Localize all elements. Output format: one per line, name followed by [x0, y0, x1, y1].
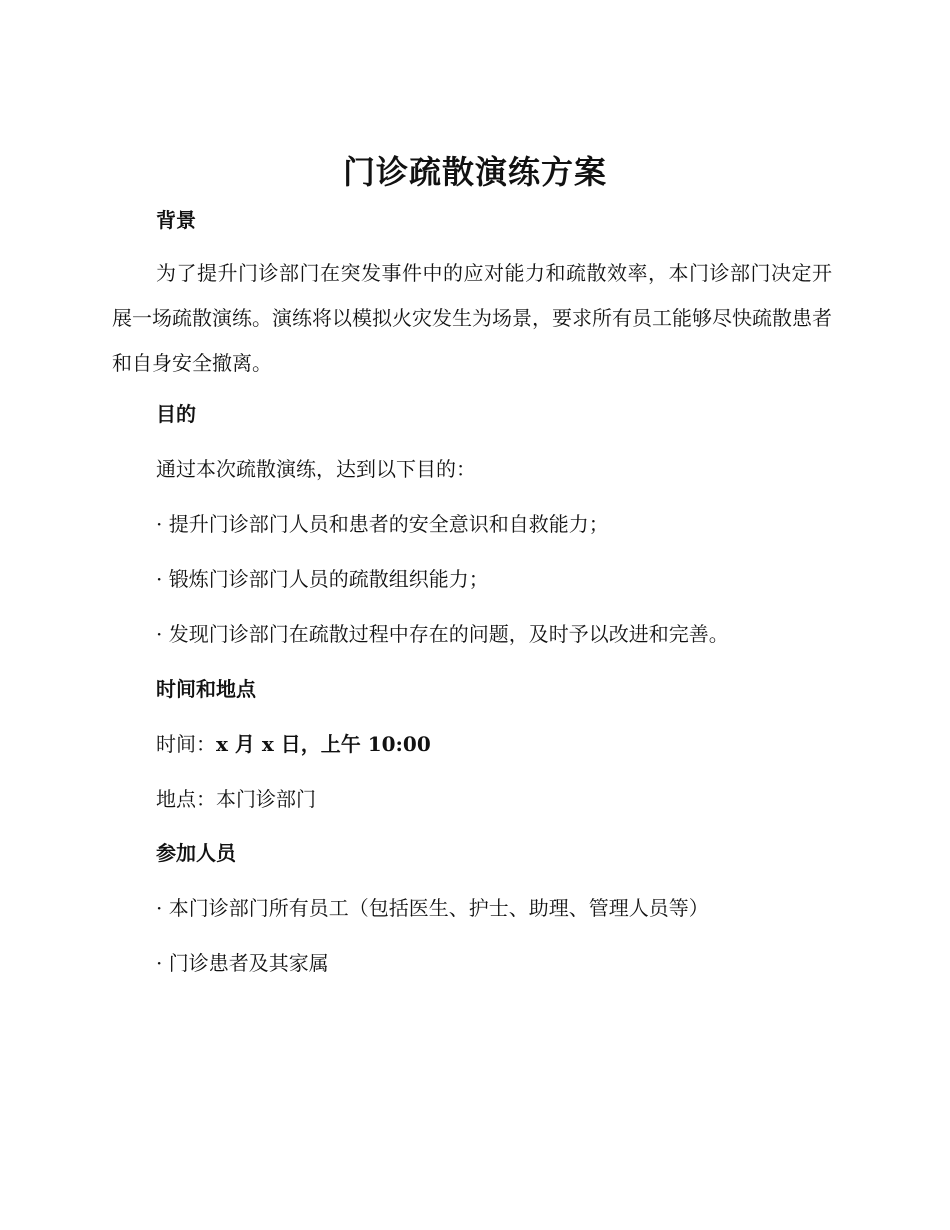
time-value: x 月 x 日，上午 10:00: [216, 732, 431, 756]
participants-bullet-1: · 本门诊部门所有员工（包括医生、护士、助理、管理人员等）: [156, 896, 709, 920]
section-heading-background: 背景: [156, 208, 196, 232]
place-value: 本门诊部门: [216, 787, 316, 811]
purpose-bullet-1: · 提升门诊部门人员和患者的安全意识和自救能力；: [156, 512, 609, 536]
place-row: [156, 785, 316, 813]
purpose-bullet-2: · 锻炼门诊部门人员的疏散组织能力；: [156, 567, 489, 591]
section-heading-participants: 参加人员: [156, 841, 236, 865]
background-paragraph: 为了提升门诊部门在突发事件中的应对能力和疏散效率，本门诊部门决定开展一场疏散演练。演练将以模拟火灾发生为场景，要求所有员工能够尽快疏散患者和自身安全撤离。: [112, 261, 832, 375]
time-label: 时间：: [156, 732, 216, 756]
section-heading-time-place: 时间和地点: [156, 677, 256, 701]
document-title: 门诊疏散演练方案: [342, 153, 607, 191]
purpose-intro: 通过本次疏散演练，达到以下目的：: [156, 457, 476, 481]
section-heading-purpose: 目的: [156, 402, 196, 426]
time-row: [156, 730, 431, 758]
place-label: 地点：: [156, 787, 216, 811]
purpose-bullet-3: · 发现门诊部门在疏散过程中存在的问题，及时予以改进和完善。: [156, 622, 729, 646]
participants-bullet-2: · 门诊患者及其家属: [156, 951, 329, 975]
